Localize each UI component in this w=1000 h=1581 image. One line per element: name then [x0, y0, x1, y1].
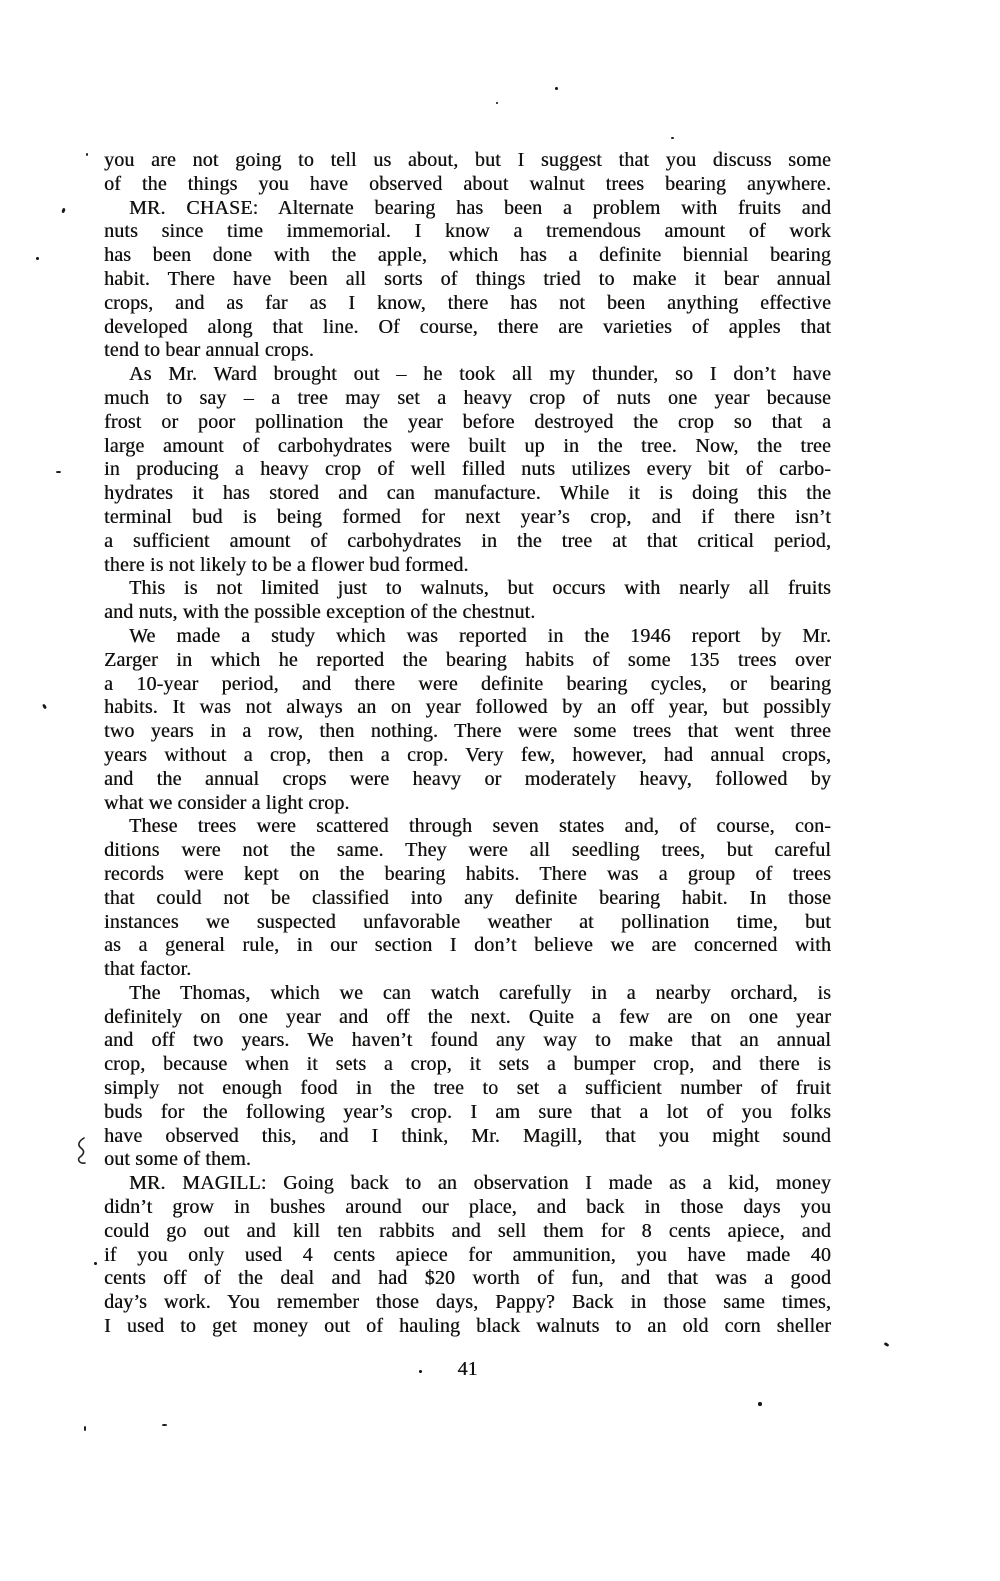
- text-line: and the annual crops were heavy or moderately heavy, followed by: [104, 767, 831, 790]
- text-line: This is not limited just to walnuts, but occurs with nearly all fruits: [129, 577, 831, 600]
- text-line: habit. There have been all sorts of things tried to make it bear annual: [104, 267, 831, 290]
- text-line: and nuts, with the possible exception of the chestnut.: [104, 601, 536, 624]
- text-line: These trees were scattered through seven states and, of course, con-: [129, 815, 831, 838]
- text-line: could go out and kill ten rabbits and sell them for 8 cents apiece, and: [104, 1219, 831, 1242]
- text-line: MR. MAGILL: Going back to an observation I made as a kid, money: [129, 1172, 831, 1195]
- margin-squiggle-mark: [74, 1136, 92, 1168]
- text-line: and off two years. We haven’t found any way to make that an annual: [104, 1029, 831, 1052]
- scan-speck: [36, 257, 39, 260]
- text-line: what we consider a light crop.: [104, 791, 350, 814]
- text-line: instances we suspected unfavorable weather at pollination time, but: [104, 910, 831, 933]
- text-line: two years in a row, then nothing. There were some trees that went three: [104, 720, 831, 743]
- text-line: day’s work. You remember those days, Pappy? Back in those same times,: [104, 1291, 831, 1314]
- text-line: The Thomas, which we can watch carefully in a nearby orchard, is: [129, 981, 831, 1004]
- text-line: crop, because when it sets a crop, it sets a bumper crop, and there is: [104, 1053, 831, 1076]
- text-line: didn’t grow in bushes around our place, and back in those days you: [104, 1196, 831, 1219]
- text-line: tend to bear annual crops.: [104, 339, 314, 362]
- text-line: a 10-year period, and there were definite bearing cycles, or bearing: [104, 672, 831, 695]
- text-line: hydrates it has stored and can manufacture. While it is doing this the: [104, 482, 831, 505]
- scan-speck: [884, 1342, 890, 1347]
- text-line: a sufficient amount of carbohydrates in the tree at that critical period,: [104, 529, 831, 552]
- scan-speck: [86, 153, 88, 156]
- text-line: if you only used 4 cents apiece for ammunition, you have made 40: [104, 1243, 831, 1266]
- text-line: As Mr. Ward brought out – he took all my thunder, so I don’t have: [129, 363, 831, 386]
- text-line: you are not going to tell us about, but I suggest that you discuss some: [104, 149, 831, 171]
- text-line: records were kept on the bearing habits. There was a group of trees: [104, 862, 831, 885]
- scan-speck: [758, 1402, 762, 1406]
- paragraph: [104, 577, 831, 625]
- text-line: I used to get money out of hauling black walnuts to an old corn sheller: [104, 1315, 831, 1338]
- paragraph: [104, 982, 831, 1172]
- text-line: Zarger in which he reported the bearing habits of some 135 trees over: [104, 648, 831, 671]
- text-line: have observed this, and I think, Mr. Magill, that you might sound: [104, 1124, 831, 1147]
- scan-speck: [419, 1370, 422, 1373]
- scan-speck: [61, 208, 66, 214]
- text-line: that could not be classified into any definite bearing habit. In those: [104, 886, 831, 909]
- scan-speck: [555, 87, 558, 90]
- text-line: of the things you have observed about walnut trees bearing anywhere.: [104, 172, 831, 195]
- text-line: there is not likely to be a flower bud formed.: [104, 553, 469, 576]
- text-line: We made a study which was reported in the 1946 report by Mr.: [129, 624, 831, 647]
- text-line: large amount of carbohydrates were built up in the tree. Now, the tree: [104, 434, 831, 457]
- text-line: as a general rule, in our section I don’t believe we are concerned with: [104, 934, 831, 957]
- text-line: years without a crop, then a crop. Very few, however, had annual crops,: [104, 743, 831, 766]
- scan-speck: [671, 137, 674, 139]
- paragraph: [104, 625, 831, 815]
- text-line: in producing a heavy crop of well filled nuts utilizes every bit of carbo-: [104, 458, 831, 481]
- text-line: ditions were not the same. They were all seedling trees, but careful: [104, 839, 831, 862]
- scan-speck: [496, 102, 498, 104]
- paragraph: [104, 363, 831, 577]
- text-line: cents off of the deal and had $20 worth of fun, and that was a good: [104, 1267, 831, 1290]
- text-line: simply not enough food in the tree to set a sufficient number of fruit: [104, 1077, 831, 1100]
- text-line: crops, and as far as I know, there has not been anything effective: [104, 291, 831, 314]
- paragraph: [104, 149, 831, 197]
- text-line: much to say – a tree may set a heavy crop of nuts one year because: [104, 386, 831, 409]
- text-line: nuts since time immemorial. I know a tremendous amount of work: [104, 220, 831, 243]
- text-line: habits. It was not always an on year followed by an off year, but possibly: [104, 696, 831, 719]
- paragraph: [104, 815, 831, 982]
- text-block: [104, 149, 831, 1339]
- scan-speck: [42, 704, 47, 710]
- text-line: frost or poor pollination the year before destroyed the crop so that a: [104, 410, 831, 433]
- text-line: MR. CHASE: Alternate bearing has been a problem with fruits and: [129, 196, 831, 219]
- paragraph: [104, 197, 831, 364]
- scan-speck: [84, 1426, 86, 1431]
- text-line: has been done with the apple, which has a definite biennial bearing: [104, 244, 831, 267]
- text-line: terminal bud is being formed for next year’s crop, and if there isn’t: [104, 505, 831, 528]
- scan-speck: [56, 471, 61, 473]
- scan-speck: [94, 1262, 97, 1265]
- text-line: developed along that line. Of course, there are varieties of apples that: [104, 315, 831, 338]
- text-line: that factor.: [104, 958, 192, 981]
- text-line: definitely on one year and off the next. Quite a few are on one year: [104, 1005, 831, 1028]
- page-number: 41: [457, 1358, 478, 1380]
- scan-speck: [162, 1424, 167, 1426]
- text-line: buds for the following year’s crop. I am sure that a lot of you folks: [104, 1100, 831, 1123]
- text-line: out some of them.: [104, 1148, 251, 1171]
- paragraph: [104, 1172, 831, 1339]
